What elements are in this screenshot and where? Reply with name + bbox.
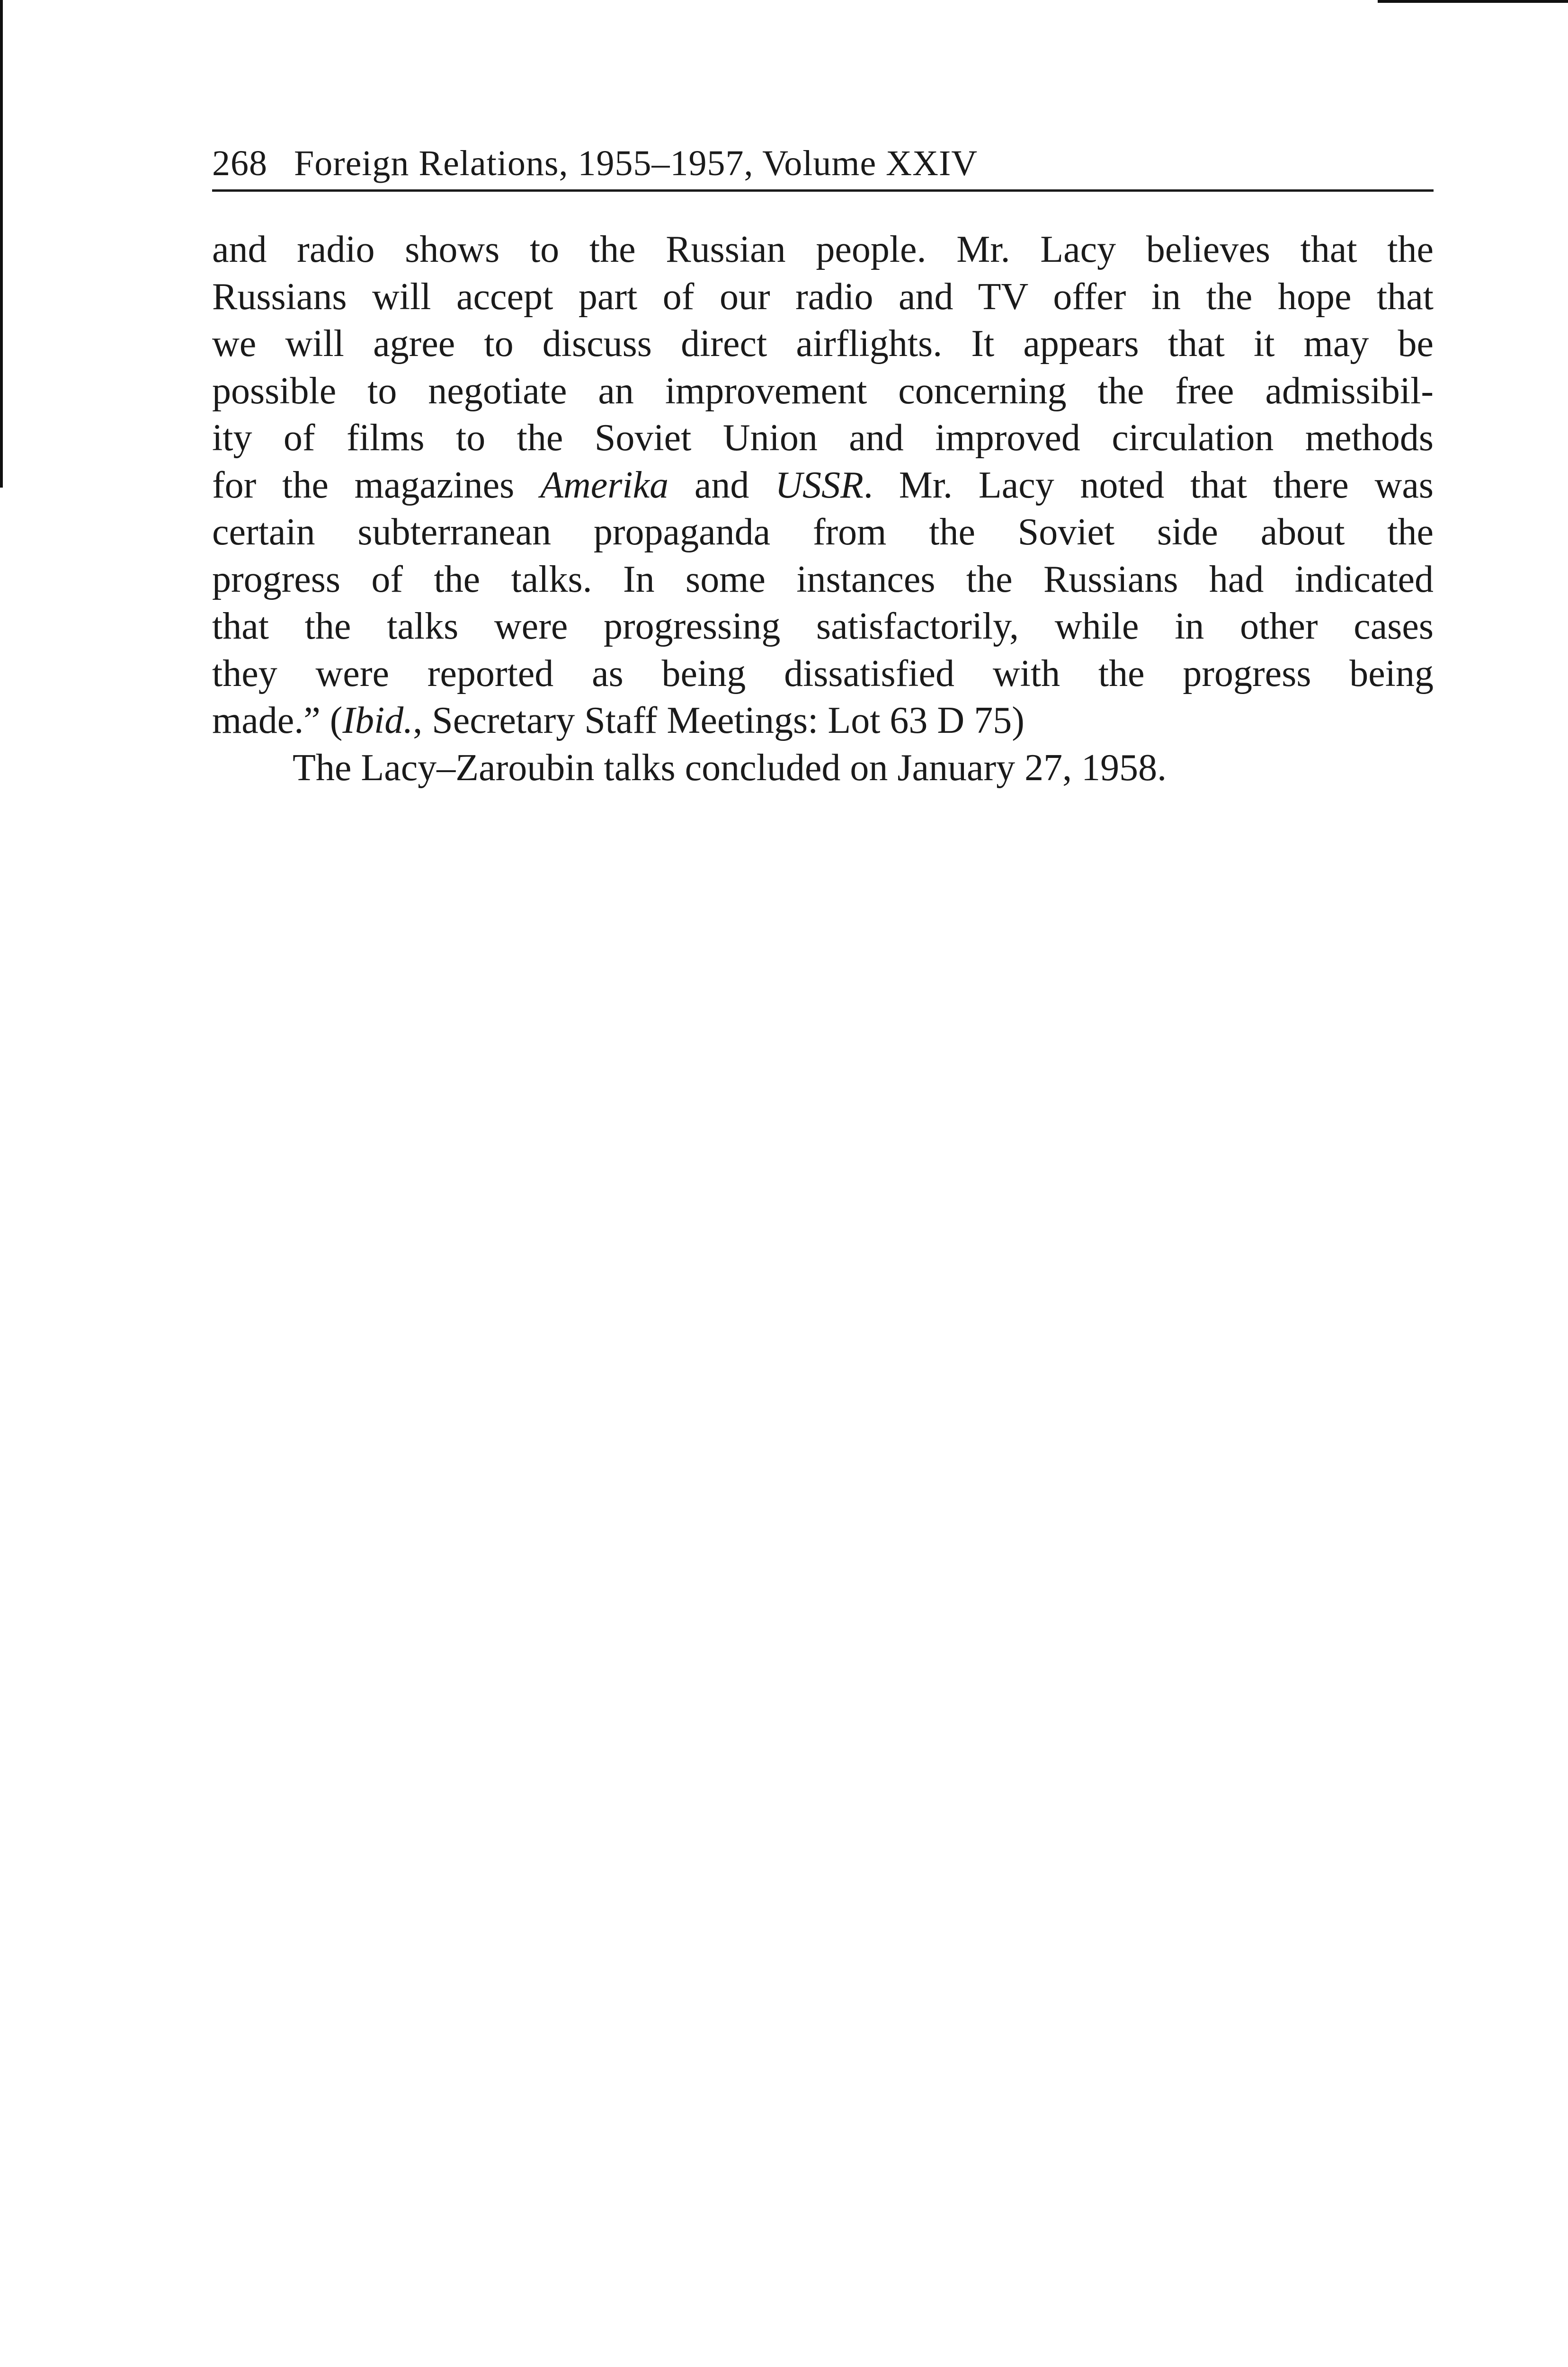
citation-ibid: Ibid. [342,700,413,741]
text-line: we will agree to discuss direct airflights. It appears that it may be [212,323,1434,365]
magazine-title-ussr: USSR [775,464,864,506]
magazine-title-amerika: Amerika [540,464,669,506]
text-line: and radio shows to the Russian people. Mr. Lacy believes that the [212,229,1434,270]
text-span: for the magazines [212,464,541,506]
scan-edge-top [1378,0,1568,3]
text-line: progress of the talks. In some instances the Russians had indicated [212,558,1434,600]
running-head [212,137,1434,192]
page-number: 268 [212,143,267,183]
text-line: they were reported as being dissatisfied with the progress being [212,652,1434,694]
text-span: and [668,464,775,506]
text-line: possible to negotiate an improvement concerning the free admissibil- [212,370,1434,412]
text-line [212,462,1434,509]
text-span: . Mr. Lacy noted that there was [863,464,1434,506]
closing-paragraph: The Lacy–Zaroubin talks concluded on January 27, 1958. [293,747,1167,789]
text-line [212,697,1434,745]
text-span: made.” ( [212,700,343,741]
text-span: , Secretary Staff Meetings: Lot 63 D 75) [413,700,1025,741]
text-line: Russians will accept part of our radio and TV offer in the hope that [212,276,1434,318]
text-line: ity of films to the Soviet Union and improved circulation methods [212,417,1434,459]
scan-edge-left [0,0,3,488]
text-line: that the talks were progressing satisfactorily, while in other cases [212,605,1434,647]
running-title: Foreign Relations, 1955–1957, Volume XXIV [294,143,978,183]
text-line: certain subterranean propaganda from the Soviet side about the [212,511,1434,553]
body-text [212,226,1434,792]
